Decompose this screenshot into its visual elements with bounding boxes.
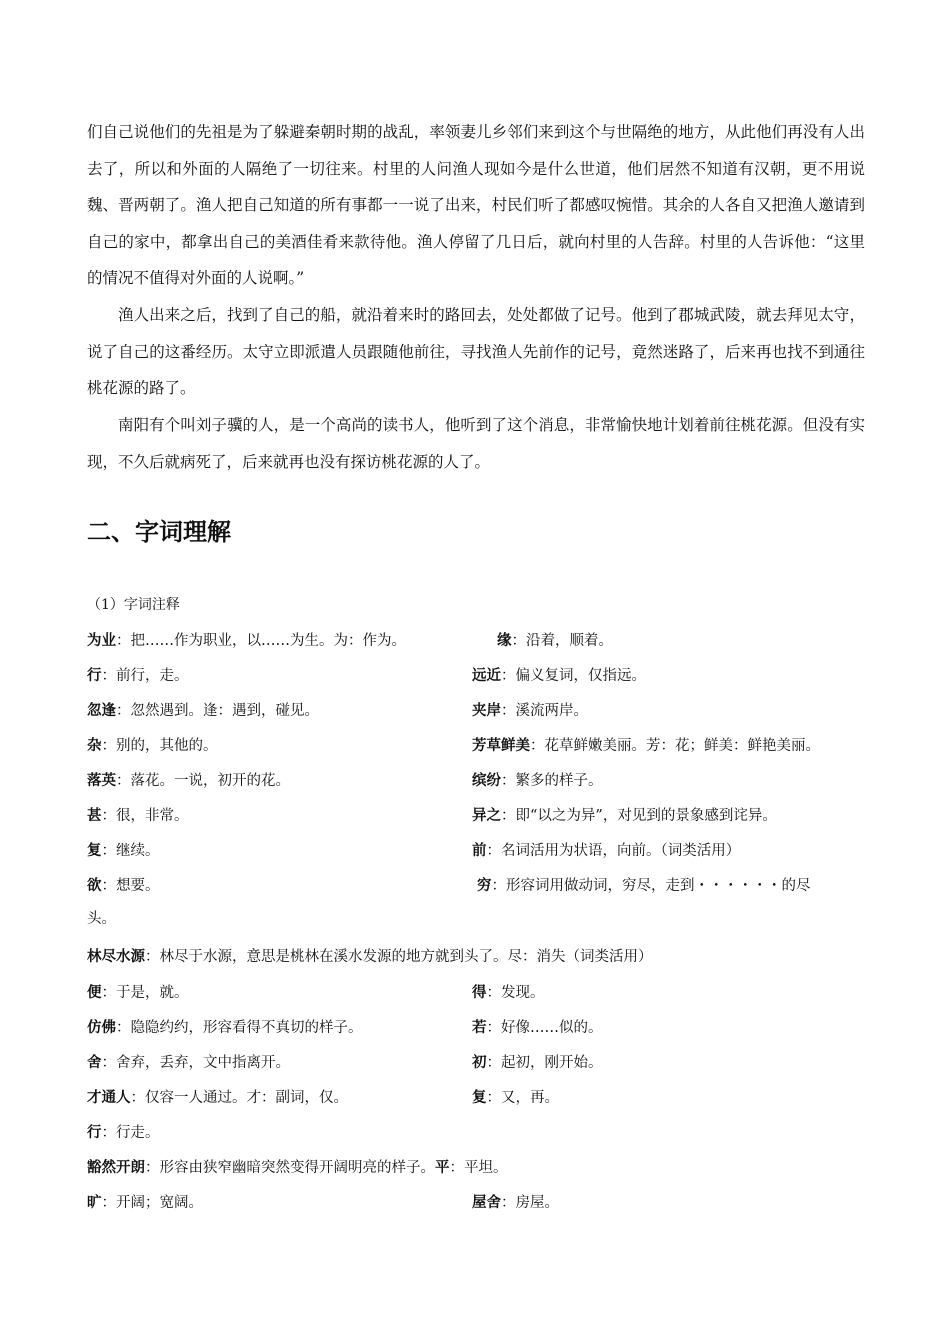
glossary-row <box>87 768 877 794</box>
glossary-entry-right: 穷：形容词用做动词，穷尽，走到・・・・・・的尽 <box>477 877 811 894</box>
glossary-entry-left: 舍：舍弃，丢弃，文中指离开。 <box>87 1054 290 1071</box>
paragraph-2: 渔人出来之后，找到了自己的船，就沿着来时的路回去，处处都做了记号。他到了郡城武陵，就去拜见太守，说了自己的这番经历。太守立即派遣人员跟随他前往，寻找渔人先前作的记号，竟然迷路了，后来再也找不到通往桃花源的路了。 <box>87 306 865 397</box>
glossary-entry-left: 旷：开阔；宽阔。 <box>87 1194 203 1211</box>
glossary-entry-right: 异之：即“以之为异”，对见到的景象感到诧异。 <box>472 807 777 824</box>
glossary-entry-right: 得：发现。 <box>472 984 545 1001</box>
glossary-entry-left: 甚：很，非常。 <box>87 807 189 824</box>
paragraph-3: 南阳有个叫刘子骥的人，是一个高尚的读书人，他听到了这个消息，非常愉快地计划着前往桃花源。但没有实现，不久后就病死了，后来就再也没有探访桃花源的人了。 <box>87 416 865 471</box>
glossary-row <box>87 980 877 1006</box>
glossary-entry-left: 杂：别的，其他的。 <box>87 737 218 754</box>
glossary-row-combined <box>87 1155 877 1181</box>
glossary-entry: 豁然开朗：形容由狭窄幽暗突然变得开阔明亮的样子。平：平坦。 <box>87 1159 508 1176</box>
glossary-entry-left: 为业：把……作为职业，以……为生。为：作为。 <box>87 632 406 649</box>
glossary-row <box>87 698 877 724</box>
glossary-entry-right: 缘：沿着，顺着。 <box>497 632 613 649</box>
glossary-entry-left: 仿佛：隐隐约约，形容看得不真切的样子。 <box>87 1019 363 1036</box>
subsection-title: （1）字词注释 <box>87 597 180 613</box>
glossary-entry-left: 欲：想要。 <box>87 877 160 894</box>
glossary-row <box>87 1050 877 1076</box>
glossary-row <box>87 663 877 689</box>
glossary-row <box>87 1190 877 1216</box>
section-title: 二、字词理解 <box>87 517 231 546</box>
glossary-entry-right: 若：好像……似的。 <box>472 1019 603 1036</box>
glossary-entry: 行：行走。 <box>87 1124 160 1141</box>
glossary-entry-left: 落英：落花。一说，初开的花。 <box>87 772 290 789</box>
glossary-entry-right: 缤纷：繁多的样子。 <box>472 772 603 789</box>
glossary-row <box>87 628 877 654</box>
glossary-entry-left: 便：于是，就。 <box>87 984 189 1001</box>
glossary-entry-right: 远近：偏义复词，仅指远。 <box>472 667 646 684</box>
glossary-entry-left: 忽逢：忽然遇到。逢：遇到，碰见。 <box>87 702 319 719</box>
glossary-entry: 林尽水源：林尽于水源，意思是桃林在溪水发源的地方就到头了。尽：消失（词类活用） <box>87 948 653 965</box>
glossary-row <box>87 873 877 899</box>
glossary-entry-right: 屋舍：房屋。 <box>472 1194 559 1211</box>
glossary-entry-left: 复：继续。 <box>87 842 160 859</box>
glossary-entry-right: 初：起初，刚开始。 <box>472 1054 603 1071</box>
glossary-row-full <box>87 944 877 970</box>
glossary-row <box>87 1085 877 1111</box>
glossary-row <box>87 1015 877 1041</box>
glossary-entry-left: 行：前行，走。 <box>87 667 189 684</box>
glossary-row <box>87 803 877 829</box>
glossary-entry-right: 复：又，再。 <box>472 1089 559 1106</box>
glossary-row <box>87 733 877 759</box>
glossary-row <box>87 838 877 864</box>
glossary-entry-right: 前：名词活用为状语，向前。（词类活用） <box>472 842 741 859</box>
glossary-entry-right: 夹岸：溪流两岸。 <box>472 702 588 719</box>
glossary-entry-right: 芳草鲜美：花草鲜嫩美丽。芳：花；鲜美：鲜艳美丽。 <box>472 737 820 754</box>
glossary-wrap-continuation: 头。 <box>87 911 116 927</box>
glossary-entry-left: 才通人：仅容一人通过。才：副词，仅。 <box>87 1089 348 1106</box>
glossary-row-single <box>87 1120 877 1146</box>
paragraph-1: 们自己说他们的先祖是为了躲避秦朝时期的战乱，率领妻儿乡邻们来到这个与世隔绝的地方，从此他们再没有人出去了，所以和外面的人隔绝了一切往来。村里的人问渔人现如今是什么世道，他们居然不知道有汉朝，更不用说魏、晋两朝了。渔人把自己知道的所有事都一一说了出来，村民们听了都感叹惋惜。其余的人各自又把渔人邀请到自己的家中，都拿出自己的美酒佳肴来款待他。渔人停留了几日后，就向村里的人告辞。村里的人告诉他：“这里的情况不值得对外面的人说啊。” <box>87 123 865 287</box>
